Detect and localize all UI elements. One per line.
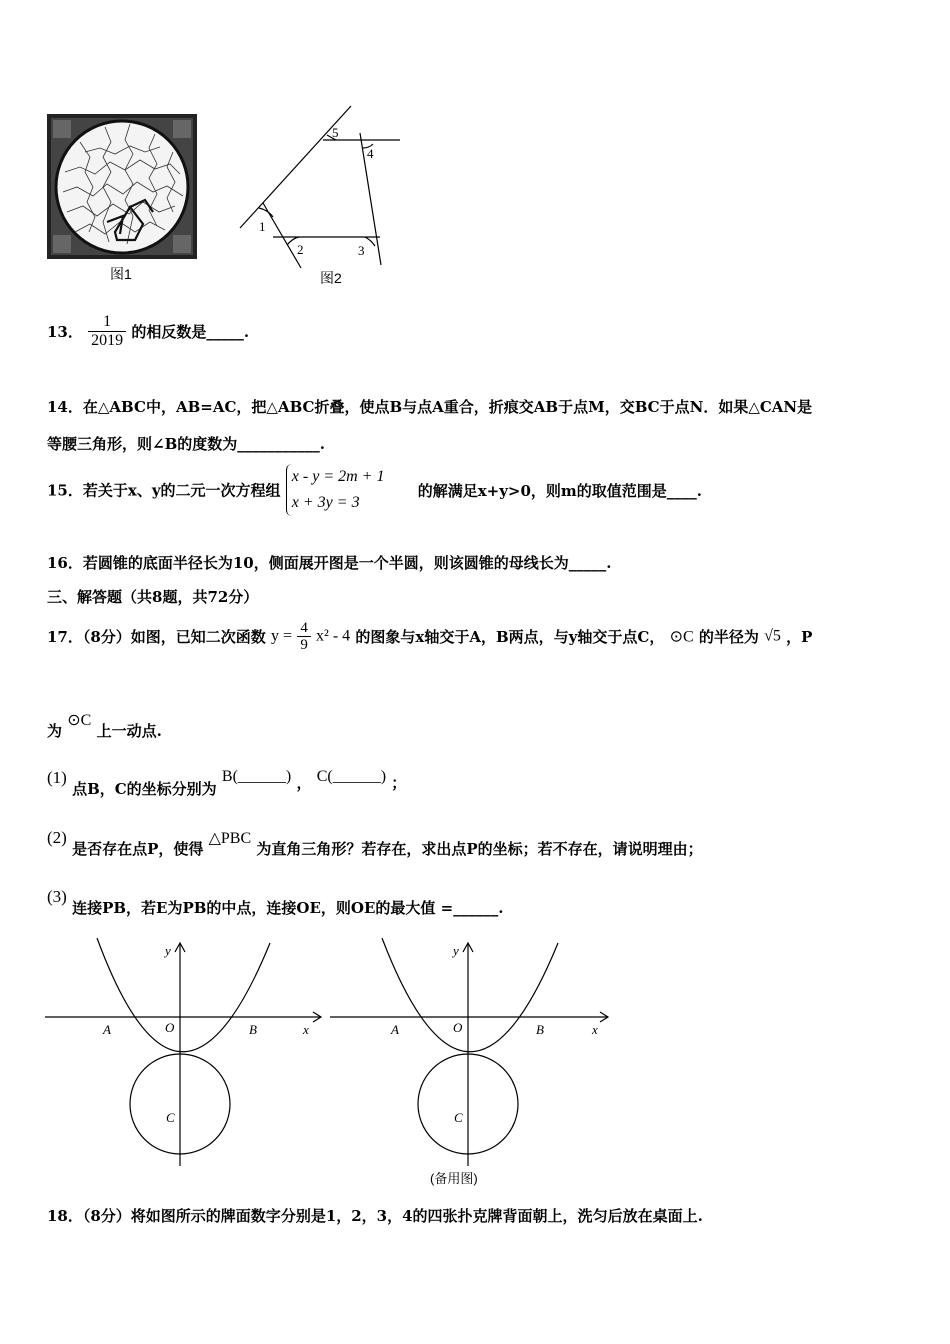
q17-part-1-b-blank: B(______) xyxy=(221,768,292,785)
graph-2-o-label: O xyxy=(453,1020,463,1035)
q17-part-2 xyxy=(47,828,703,859)
q17-middle: 的图象与x轴交于A，B两点，与y轴交于点C， xyxy=(355,628,665,646)
q17-function-y: y = xyxy=(271,627,293,645)
question-13 xyxy=(47,313,249,350)
q17-function-rest: x² - 4 xyxy=(316,627,351,645)
q15-prefix: 15．若关于x、y的二元一次方程组 xyxy=(47,481,281,500)
q17-graph-2-drawing xyxy=(330,938,620,1168)
q17-line2-circle: ⊙C xyxy=(67,712,92,729)
q17-circle-c: ⊙C xyxy=(669,628,694,646)
q17-function-fraction xyxy=(297,620,311,653)
graph-2-x-label: x xyxy=(592,1022,598,1037)
graph-1-c-label: C xyxy=(166,1110,175,1125)
q17-prefix: 17．（8分）如图，已知二次函数 xyxy=(47,628,266,646)
figure-2 xyxy=(235,100,410,290)
graph-2-b-label: B xyxy=(536,1022,544,1037)
graph-1-a-label: A xyxy=(103,1022,111,1037)
q17-graph-1 xyxy=(45,938,330,1168)
q17-part-3-text: 连接PB，若E为PB的中点，连接OE，则OE的最大值 =______. xyxy=(72,899,504,917)
angle-4-label: 4 xyxy=(367,146,374,161)
figure-2-drawing xyxy=(235,100,410,275)
angle-3-label: 3 xyxy=(358,243,365,258)
q17-sqrt5: √5 xyxy=(764,627,781,645)
figure-1 xyxy=(45,112,200,287)
question-17-line-1 xyxy=(47,620,812,653)
q17-graph-1-drawing xyxy=(45,938,330,1168)
angle-1-label: 1 xyxy=(259,219,266,234)
q13-text: 的相反数是_____. xyxy=(131,323,250,341)
q17-part-1-end: ； xyxy=(391,774,407,792)
graph-2-caption: (备用图) xyxy=(430,1171,478,1186)
q17-part-1-c-blank: C(______) xyxy=(316,768,387,785)
q13-fraction-numerator: 1 xyxy=(88,313,126,332)
graph-1-y-label: y xyxy=(165,943,171,958)
question-15 xyxy=(47,464,702,516)
q17-part-2-number: (2) xyxy=(47,828,67,847)
graph-1-b-label: B xyxy=(249,1022,257,1037)
q17-part-1 xyxy=(47,768,406,799)
graph-2-y-label: y xyxy=(453,943,459,958)
q15-suffix: 的解满足x+y>0，则m的取值范围是____. xyxy=(417,481,703,500)
question-18: 18．（8分）将如图所示的牌面数字分别是1，2，3，4的四张扑克牌背面朝上，洗匀后放在桌面上. xyxy=(47,1207,703,1225)
figure-2-caption: 图2 xyxy=(320,270,342,286)
graph-2-c-label: C xyxy=(454,1110,463,1125)
q13-number: 13． xyxy=(47,323,83,341)
q15-equation-1: x - y = 2m + 1 xyxy=(291,468,385,485)
question-16: 16．若圆锥的底面半径长为10，侧面展开图是一个半圆，则该圆锥的母线长为_____. xyxy=(47,554,612,572)
q17-graph-2 xyxy=(330,938,620,1188)
q17-part-3 xyxy=(47,887,503,918)
question-14-line-1: 14．在△ABC中，AB=AC，把△ABC折叠，使点B与点A重合，折痕交AB于点M，交BC于点N．如果△CAN是 xyxy=(47,398,813,416)
graph-1-x-label: x xyxy=(303,1022,309,1037)
graph-1-o-label: O xyxy=(165,1020,175,1035)
q17-fraction-numerator: 4 xyxy=(297,620,311,637)
q17-fraction-denominator: 9 xyxy=(300,637,308,653)
q17-part-2-text-post: 为直角三角形？若存在，求出点P的坐标；若不存在，请说明理由； xyxy=(256,840,703,858)
angle-5-label: 5 xyxy=(332,125,339,140)
graph-2-a-label: A xyxy=(391,1022,399,1037)
q17-part-3-number: (3) xyxy=(47,887,67,906)
q17-part-1-number: (1) xyxy=(47,768,67,787)
q15-equation-2: x + 3y = 3 xyxy=(291,494,360,511)
q17-part-2-triangle: △PBC xyxy=(208,830,252,847)
figure-1-drawing xyxy=(45,112,200,287)
q13-fraction xyxy=(88,313,126,350)
q17-line2-post: 上一动点. xyxy=(96,722,162,740)
figure-1-caption: 图1 xyxy=(110,266,132,282)
q17-part-2-text-pre: 是否存在点P，使得 xyxy=(72,840,204,858)
question-14-line-2: 等腰三角形，则∠B的度数为___________. xyxy=(47,435,325,453)
q17-part-1-text: 点B，C的坐标分别为 xyxy=(72,780,217,798)
question-17-line-2 xyxy=(47,710,162,741)
section-3-title: 三、解答题（共8题，共72分） xyxy=(47,588,259,606)
q13-fraction-denominator: 2019 xyxy=(91,332,124,349)
q17-part-1-sep: ， xyxy=(296,774,312,792)
q17-line2-pre: 为 xyxy=(47,722,63,740)
q15-equation-system xyxy=(286,464,385,516)
q17-radius-text: 的半径为 xyxy=(698,628,759,646)
angle-2-label: 2 xyxy=(297,242,304,257)
q17-tail: ，P xyxy=(786,628,813,646)
